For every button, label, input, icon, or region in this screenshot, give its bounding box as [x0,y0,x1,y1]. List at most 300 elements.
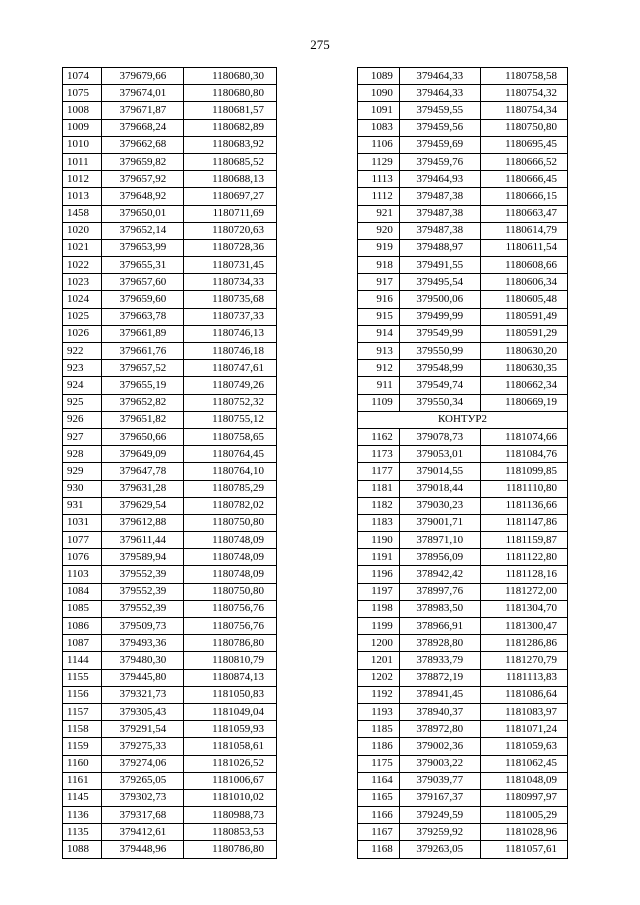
table-row [358,343,568,360]
x-coordinate-cell: 379459,56 [399,119,480,136]
table-row [63,205,277,222]
x-coordinate-cell: 379491,55 [399,257,480,274]
y-coordinate-cell: 1180997,97 [480,789,567,806]
table-row [63,171,277,188]
y-coordinate-cell: 1180666,52 [480,153,567,170]
y-coordinate-cell: 1181084,76 [480,446,567,463]
table-row [63,325,277,342]
y-coordinate-cell: 1181113,83 [480,669,567,686]
y-coordinate-cell: 1181128,16 [480,566,567,583]
y-coordinate-cell: 1181059,63 [480,738,567,755]
table-row [358,291,568,308]
point-number-cell: 1158 [63,721,102,738]
x-coordinate-cell: 379003,22 [399,755,480,772]
table-row [358,789,568,806]
y-coordinate-cell: 1180782,02 [184,497,277,514]
x-coordinate-cell: 379464,33 [399,85,480,102]
x-coordinate-cell: 378972,80 [399,721,480,738]
x-coordinate-cell: 379611,44 [102,532,184,549]
x-coordinate-cell: 379259,92 [399,824,480,841]
table-row [63,136,277,153]
table-row [358,549,568,566]
point-number-cell: 1013 [63,188,102,205]
point-number-cell: 1161 [63,772,102,789]
table-row [358,738,568,755]
point-number-cell: 1196 [358,566,400,583]
table-row [358,480,568,497]
y-coordinate-cell: 1181074,66 [480,428,567,445]
x-coordinate-cell: 378928,80 [399,635,480,652]
table-row [358,583,568,600]
table-row [63,721,277,738]
y-coordinate-cell: 1181026,52 [184,755,277,772]
table-row [63,377,277,394]
point-number-cell: 1159 [63,738,102,755]
y-coordinate-cell: 1181057,61 [480,841,567,858]
x-coordinate-cell: 379657,60 [102,274,184,291]
y-coordinate-cell: 1180680,30 [184,68,277,85]
table-row [63,497,277,514]
y-coordinate-cell: 1180630,20 [480,343,567,360]
point-number-cell: 1186 [358,738,400,755]
table-row [358,377,568,394]
table-row [63,566,277,583]
point-number-cell: 1173 [358,446,400,463]
table-row [358,188,568,205]
x-coordinate-cell: 379464,93 [399,171,480,188]
point-number-cell: 1182 [358,497,400,514]
point-number-cell: 1201 [358,652,400,669]
y-coordinate-cell: 1180853,53 [184,824,277,841]
point-number-cell: 915 [358,308,400,325]
x-coordinate-cell: 379661,76 [102,343,184,360]
point-number-cell: 1164 [358,772,400,789]
x-coordinate-cell: 379448,96 [102,841,184,858]
y-coordinate-cell: 1181010,02 [184,789,277,806]
point-number-cell: 1025 [63,308,102,325]
table-row [63,532,277,549]
point-number-cell: 917 [358,274,400,291]
y-coordinate-cell: 1180758,65 [184,428,277,445]
point-number-cell: 1185 [358,721,400,738]
table-row [63,514,277,531]
point-number-cell: 1193 [358,703,400,720]
x-coordinate-cell: 379550,34 [399,394,480,411]
y-coordinate-cell: 1180750,80 [184,583,277,600]
y-coordinate-cell: 1180666,45 [480,171,567,188]
y-coordinate-cell: 1180754,34 [480,102,567,119]
y-coordinate-cell: 1180764,10 [184,463,277,480]
point-number-cell: 1135 [63,824,102,841]
x-coordinate-cell: 379552,39 [102,600,184,617]
point-number-cell: 926 [63,411,102,428]
point-number-cell: 1106 [358,136,400,153]
x-coordinate-cell: 378941,45 [399,686,480,703]
point-number-cell: 1022 [63,257,102,274]
table-row [63,789,277,806]
table-row [63,308,277,325]
point-number-cell: 1458 [63,205,102,222]
x-coordinate-cell: 379459,69 [399,136,480,153]
x-coordinate-cell: 379679,66 [102,68,184,85]
table-row [358,119,568,136]
y-coordinate-cell: 1180750,80 [480,119,567,136]
x-coordinate-cell: 378983,50 [399,600,480,617]
table-row [63,600,277,617]
x-coordinate-cell: 379488,97 [399,239,480,256]
x-coordinate-cell: 379291,54 [102,721,184,738]
point-number-cell: 923 [63,360,102,377]
y-coordinate-cell: 1180752,32 [184,394,277,411]
table-row [63,841,277,858]
y-coordinate-cell: 1180746,13 [184,325,277,342]
y-coordinate-cell: 1180758,58 [480,68,567,85]
coordinates-table-left [62,67,277,859]
point-number-cell: 1197 [358,583,400,600]
x-coordinate-cell: 379321,73 [102,686,184,703]
y-coordinate-cell: 1181071,24 [480,721,567,738]
table-row [358,841,568,858]
point-number-cell: 1165 [358,789,400,806]
y-coordinate-cell: 1180749,26 [184,377,277,394]
y-coordinate-cell: 1180786,80 [184,841,277,858]
y-coordinate-cell: 1180681,57 [184,102,277,119]
page-number: 275 [310,37,330,52]
x-coordinate-cell: 379652,14 [102,222,184,239]
point-number-cell: 1008 [63,102,102,119]
x-coordinate-cell: 378933,79 [399,652,480,669]
y-coordinate-cell: 1181159,87 [480,532,567,549]
point-number-cell: 1160 [63,755,102,772]
table-row [63,738,277,755]
point-number-cell: 1023 [63,274,102,291]
table-row [63,68,277,85]
point-number-cell: 931 [63,497,102,514]
x-coordinate-cell: 379589,94 [102,549,184,566]
x-coordinate-cell: 379263,05 [399,841,480,858]
y-coordinate-cell: 1180711,69 [184,205,277,222]
table-row [63,772,277,789]
x-coordinate-cell: 379412,61 [102,824,184,841]
table-row [63,428,277,445]
y-coordinate-cell: 1180754,32 [480,85,567,102]
x-coordinate-cell: 379552,39 [102,566,184,583]
table-row [358,497,568,514]
y-coordinate-cell: 1181083,97 [480,703,567,720]
y-coordinate-cell: 1180731,45 [184,257,277,274]
y-coordinate-cell: 1181304,70 [480,600,567,617]
table-row [358,257,568,274]
y-coordinate-cell: 1180683,92 [184,136,277,153]
x-coordinate-cell: 379305,43 [102,703,184,720]
x-coordinate-cell: 379167,37 [399,789,480,806]
x-coordinate-cell: 379493,36 [102,635,184,652]
point-number-cell: 1202 [358,669,400,686]
x-coordinate-cell: 379275,33 [102,738,184,755]
y-coordinate-cell: 1180764,45 [184,446,277,463]
x-coordinate-cell: 378956,09 [399,549,480,566]
y-coordinate-cell: 1180748,09 [184,549,277,566]
y-coordinate-cell: 1180688,13 [184,171,277,188]
table-row [358,652,568,669]
y-coordinate-cell: 1181272,00 [480,583,567,600]
point-number-cell: 925 [63,394,102,411]
x-coordinate-cell: 379053,01 [399,446,480,463]
table-row [358,153,568,170]
table-row [358,325,568,342]
x-coordinate-cell: 379662,68 [102,136,184,153]
table-row [358,532,568,549]
y-coordinate-cell: 1180591,49 [480,308,567,325]
table-row [63,85,277,102]
point-number-cell: 1026 [63,325,102,342]
x-coordinate-cell: 379655,19 [102,377,184,394]
x-coordinate-cell: 379509,73 [102,618,184,635]
y-coordinate-cell: 1180630,35 [480,360,567,377]
point-number-cell: 911 [358,377,400,394]
x-coordinate-cell: 378966,91 [399,618,480,635]
point-number-cell: 922 [63,343,102,360]
table-row [63,360,277,377]
table-row [358,68,568,85]
x-coordinate-cell: 379001,71 [399,514,480,531]
x-coordinate-cell: 379661,89 [102,325,184,342]
y-coordinate-cell: 1180695,45 [480,136,567,153]
table-row [63,463,277,480]
point-number-cell: 1190 [358,532,400,549]
table-row [63,755,277,772]
point-number-cell: 1198 [358,600,400,617]
table-row [358,618,568,635]
y-coordinate-cell: 1181136,66 [480,497,567,514]
table-row [358,669,568,686]
table-row [63,411,277,428]
section-header-row [358,411,568,428]
y-coordinate-cell: 1181099,85 [480,463,567,480]
table-row [358,239,568,256]
table-row [358,308,568,325]
table-row [358,446,568,463]
y-coordinate-cell: 1180606,34 [480,274,567,291]
x-coordinate-cell: 379487,38 [399,205,480,222]
point-number-cell: 1020 [63,222,102,239]
y-coordinate-cell: 1180734,33 [184,274,277,291]
table-row [63,274,277,291]
table-row [63,703,277,720]
point-number-cell: 1199 [358,618,400,635]
table-row [63,102,277,119]
point-number-cell: 1074 [63,68,102,85]
y-coordinate-cell: 1181300,47 [480,618,567,635]
table-row [358,514,568,531]
point-number-cell: 1085 [63,600,102,617]
x-coordinate-cell: 379487,38 [399,188,480,205]
x-coordinate-cell: 379464,33 [399,68,480,85]
y-coordinate-cell: 1180988,73 [184,807,277,824]
x-coordinate-cell: 379549,99 [399,325,480,342]
point-number-cell: 916 [358,291,400,308]
y-coordinate-cell: 1180785,29 [184,480,277,497]
point-number-cell: 1009 [63,119,102,136]
table-row [63,257,277,274]
x-coordinate-cell: 379500,06 [399,291,480,308]
point-number-cell: 1103 [63,566,102,583]
x-coordinate-cell: 379459,76 [399,153,480,170]
x-coordinate-cell: 378940,37 [399,703,480,720]
x-coordinate-cell: 379629,54 [102,497,184,514]
table-row [63,635,277,652]
x-coordinate-cell: 379317,68 [102,807,184,824]
x-coordinate-cell: 379302,73 [102,789,184,806]
y-coordinate-cell: 1181050,83 [184,686,277,703]
x-coordinate-cell: 379668,24 [102,119,184,136]
table-row [358,360,568,377]
table-row [63,669,277,686]
coordinates-table-right [357,67,568,859]
x-coordinate-cell: 379655,31 [102,257,184,274]
y-coordinate-cell: 1181122,80 [480,549,567,566]
point-number-cell: 1031 [63,514,102,531]
x-coordinate-cell: 379499,99 [399,308,480,325]
y-coordinate-cell: 1180591,29 [480,325,567,342]
table-row [63,222,277,239]
x-coordinate-cell: 379663,78 [102,308,184,325]
y-coordinate-cell: 1180666,15 [480,188,567,205]
point-number-cell: 1089 [358,68,400,85]
table-row [358,600,568,617]
y-coordinate-cell: 1180605,48 [480,291,567,308]
point-number-cell: 1136 [63,807,102,824]
y-coordinate-cell: 1181286,86 [480,635,567,652]
point-number-cell: 1181 [358,480,400,497]
y-coordinate-cell: 1180697,27 [184,188,277,205]
x-coordinate-cell: 379445,80 [102,669,184,686]
x-coordinate-cell: 379002,36 [399,738,480,755]
point-number-cell: 1183 [358,514,400,531]
table-row [358,686,568,703]
y-coordinate-cell: 1180810,79 [184,652,277,669]
y-coordinate-cell: 1180611,54 [480,239,567,256]
x-coordinate-cell: 379030,23 [399,497,480,514]
point-number-cell: 1086 [63,618,102,635]
x-coordinate-cell: 379631,28 [102,480,184,497]
y-coordinate-cell: 1181006,67 [184,772,277,789]
table-row [358,274,568,291]
x-coordinate-cell: 378971,10 [399,532,480,549]
table-row [63,686,277,703]
y-coordinate-cell: 1180746,18 [184,343,277,360]
table-row [358,566,568,583]
table-row [358,807,568,824]
x-coordinate-cell: 379480,30 [102,652,184,669]
x-coordinate-cell: 379659,82 [102,153,184,170]
x-coordinate-cell: 379647,78 [102,463,184,480]
x-coordinate-cell: 379459,55 [399,102,480,119]
point-number-cell: 912 [358,360,400,377]
point-number-cell: 928 [63,446,102,463]
point-number-cell: 914 [358,325,400,342]
x-coordinate-cell: 379018,44 [399,480,480,497]
y-coordinate-cell: 1180663,47 [480,205,567,222]
point-number-cell: 1192 [358,686,400,703]
x-coordinate-cell: 379649,09 [102,446,184,463]
point-number-cell: 918 [358,257,400,274]
point-number-cell: 1075 [63,85,102,102]
x-coordinate-cell: 378942,42 [399,566,480,583]
point-number-cell: 1109 [358,394,400,411]
table-row [358,721,568,738]
x-coordinate-cell: 379265,05 [102,772,184,789]
x-coordinate-cell: 379652,82 [102,394,184,411]
y-coordinate-cell: 1180756,76 [184,618,277,635]
table-row [63,618,277,635]
table-row [63,239,277,256]
x-coordinate-cell: 379495,54 [399,274,480,291]
point-number-cell: 1155 [63,669,102,686]
x-coordinate-cell: 379651,82 [102,411,184,428]
x-coordinate-cell: 379657,52 [102,360,184,377]
y-coordinate-cell: 1180669,19 [480,394,567,411]
y-coordinate-cell: 1181048,09 [480,772,567,789]
point-number-cell: 1166 [358,807,400,824]
point-number-cell: 1162 [358,428,400,445]
x-coordinate-cell: 379659,60 [102,291,184,308]
y-coordinate-cell: 1180874,13 [184,669,277,686]
point-number-cell: 930 [63,480,102,497]
table-row [63,291,277,308]
table-row [63,119,277,136]
y-coordinate-cell: 1180737,33 [184,308,277,325]
x-coordinate-cell: 379650,66 [102,428,184,445]
point-number-cell: 924 [63,377,102,394]
table-row [358,136,568,153]
table-row [63,343,277,360]
y-coordinate-cell: 1181062,45 [480,755,567,772]
x-coordinate-cell: 378872,19 [399,669,480,686]
y-coordinate-cell: 1181005,29 [480,807,567,824]
y-coordinate-cell: 1180680,80 [184,85,277,102]
table-row [63,583,277,600]
point-number-cell: 920 [358,222,400,239]
table-row [358,824,568,841]
point-number-cell: 1157 [63,703,102,720]
table-row [358,394,568,411]
x-coordinate-cell: 378997,76 [399,583,480,600]
point-number-cell: 1021 [63,239,102,256]
point-number-cell: 1129 [358,153,400,170]
y-coordinate-cell: 1180682,89 [184,119,277,136]
point-number-cell: 1156 [63,686,102,703]
table-row [63,652,277,669]
x-coordinate-cell: 379674,01 [102,85,184,102]
y-coordinate-cell: 1181147,86 [480,514,567,531]
y-coordinate-cell: 1180748,09 [184,566,277,583]
table-row [358,772,568,789]
point-number-cell: 927 [63,428,102,445]
point-number-cell: 1084 [63,583,102,600]
x-coordinate-cell: 379487,38 [399,222,480,239]
point-number-cell: 1177 [358,463,400,480]
y-coordinate-cell: 1181028,96 [480,824,567,841]
y-coordinate-cell: 1181270,79 [480,652,567,669]
y-coordinate-cell: 1181049,04 [184,703,277,720]
x-coordinate-cell: 379549,74 [399,377,480,394]
point-number-cell: 929 [63,463,102,480]
point-number-cell: 1088 [63,841,102,858]
point-number-cell: 919 [358,239,400,256]
x-coordinate-cell: 379650,01 [102,205,184,222]
y-coordinate-cell: 1180662,34 [480,377,567,394]
